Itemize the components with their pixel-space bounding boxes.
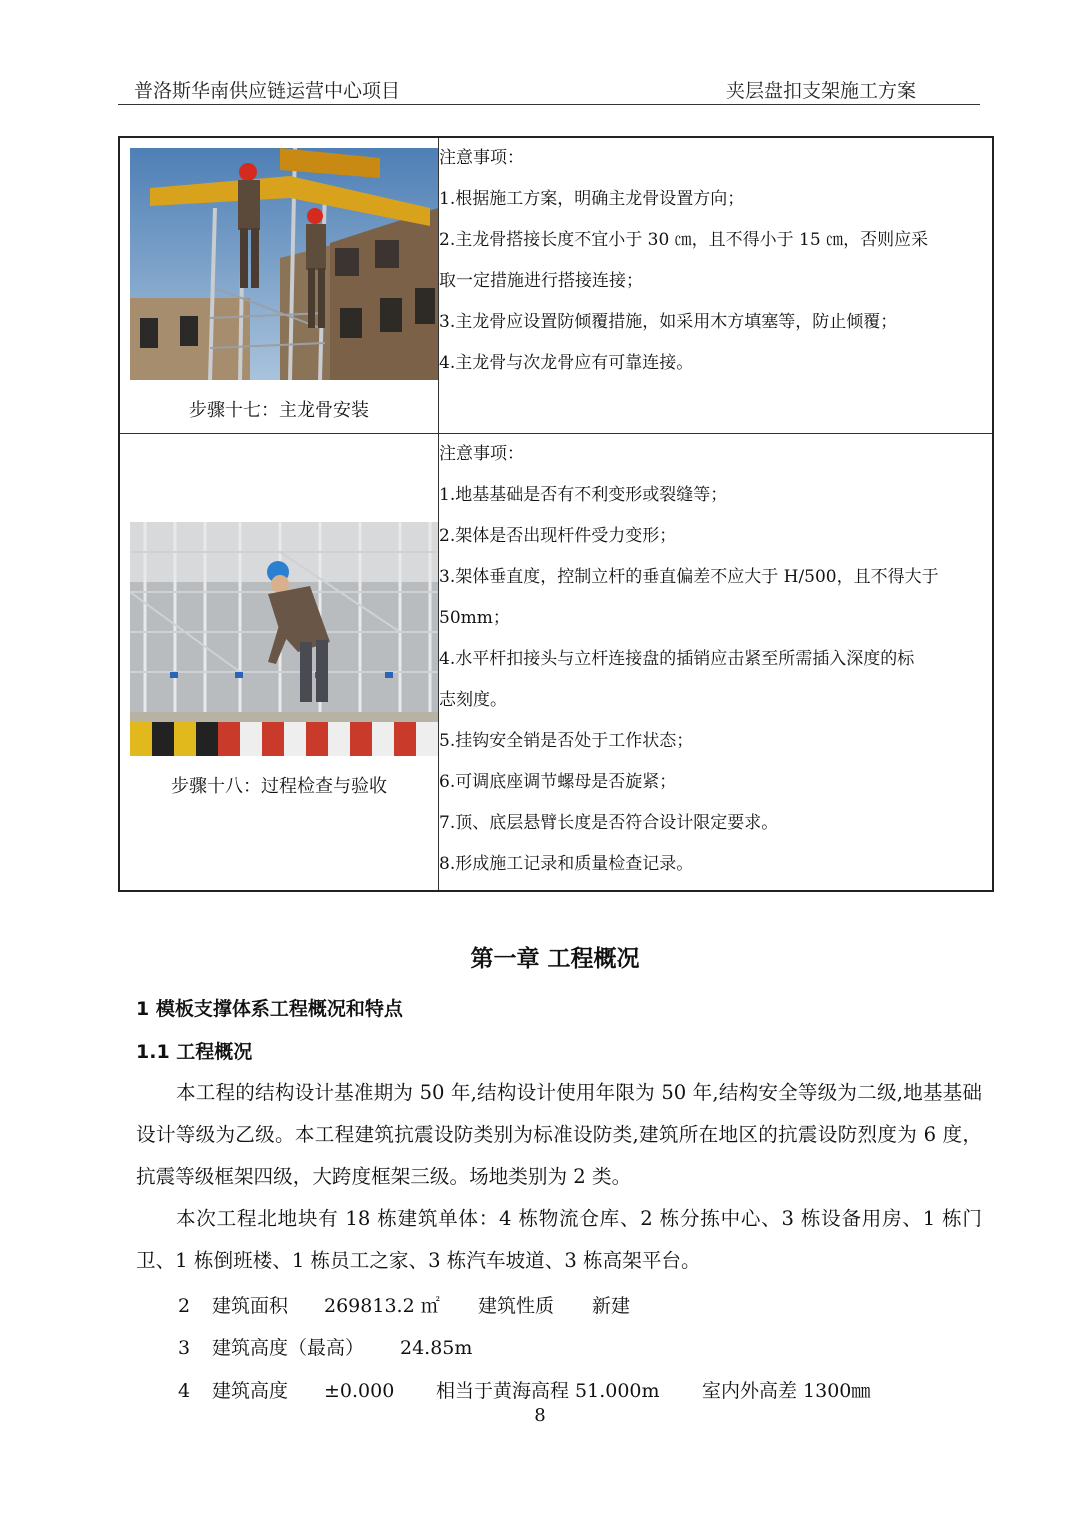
spec-number: 2 xyxy=(178,1295,191,1317)
spec-number: 3 xyxy=(178,1337,191,1359)
step-row-18 xyxy=(119,433,993,891)
spec-value: 24.85m xyxy=(400,1337,473,1359)
spec-row xyxy=(178,1376,870,1403)
chapter-title: 第一章 工程概况 xyxy=(470,946,640,972)
main-keel-install-photo xyxy=(130,148,438,380)
spec-value: 新建 xyxy=(592,1295,631,1317)
spec-value: 室内外高差 1300㎜ xyxy=(702,1380,871,1402)
spec-label: 建筑性质 xyxy=(478,1295,555,1317)
spec-value: ±0.000 xyxy=(324,1380,395,1402)
note-line: 5.挂钩安全销是否处于工作状态； xyxy=(439,730,694,751)
note-line: 3.架体垂直度，控制立杆的垂直偏差不应大于 H/500，且不得大于 xyxy=(439,566,939,587)
note-line: 4.主龙骨与次龙骨应有可靠连接。 xyxy=(439,353,694,373)
step-caption: 步骤十七：主龙骨安装 xyxy=(189,400,369,421)
note-line: 1.根据施工方案，明确主龙骨设置方向； xyxy=(439,189,745,209)
step-caption: 步骤十八：过程检查与验收 xyxy=(171,775,387,797)
note-line: 2.架体是否出现杆件受力变形； xyxy=(439,525,677,546)
steps-table xyxy=(118,136,994,892)
spec-label: 建筑高度 xyxy=(212,1380,289,1402)
note-line: 注意事项： xyxy=(439,443,524,464)
step-notes-cell xyxy=(439,137,994,433)
spec-label: 相当于黄海高程 51.000m xyxy=(436,1380,660,1402)
spec-label: 建筑高度（最高） xyxy=(212,1337,365,1359)
step-image-cell xyxy=(119,137,439,433)
note-line: 取一定措施进行搭接连接； xyxy=(439,271,643,291)
step-row-17 xyxy=(119,137,993,433)
subsection-heading: 1.1 工程概况 xyxy=(136,1041,253,1063)
buildings-paragraph: 本次工程北地块有 18 栋建筑单体：4 栋物流仓库、2 栋分拣中心、3 栋设备用房、1 栋门卫、1 栋倒班楼、1 栋员工之家、3 栋汽车坡道、3 栋高架平台。 xyxy=(136,1207,982,1272)
note-line: 4.水平杆扣接头与立杆连接盘的插销应击紧至所需插入深度的标 xyxy=(439,648,915,669)
spec-label: 建筑面积 xyxy=(212,1295,289,1317)
note-line: 注意事项： xyxy=(439,148,524,168)
note-line: 7.顶、底层悬臂长度是否符合设计限定要求。 xyxy=(439,812,779,833)
spec-number: 4 xyxy=(178,1380,191,1402)
note-line: 1.地基基础是否有不利变形或裂缝等； xyxy=(439,484,728,505)
note-line: 志刻度。 xyxy=(439,689,507,710)
spec-value: 269813.2 ㎡ xyxy=(324,1295,440,1317)
spec-row xyxy=(178,1333,472,1360)
note-line: 2.主龙骨搭接长度不宜小于 30 ㎝，且不得小于 15 ㎝，否则应采 xyxy=(439,230,929,250)
scaffold-inspection-photo xyxy=(130,522,438,756)
spec-row xyxy=(178,1291,630,1318)
header-project-name: 普洛斯华南供应链运营中心项目 xyxy=(134,80,401,102)
note-line: 6.可调底座调节螺母是否旋紧； xyxy=(439,771,677,792)
page-header xyxy=(118,74,980,105)
note-line: 50mm； xyxy=(439,607,510,628)
note-line: 3.主龙骨应设置防倾覆措施，如采用木方填塞等，防止倾覆； xyxy=(439,312,898,332)
header-document-title: 夹层盘扣支架施工方案 xyxy=(725,80,916,102)
page-number: 8 xyxy=(534,1405,546,1426)
overview-paragraph: 本工程的结构设计基准期为 50 年,结构设计使用年限为 50 年,结构安全等级为二级,地基基础设计等级为乙级。本工程建筑抗震设防类别为标准设防类,建筑所在地区的抗震设防烈度为 6 度，抗震等级框架四级，大跨度框架三级。场地类别为 2 类。 xyxy=(136,1081,982,1188)
step-image-cell xyxy=(119,433,439,891)
note-line: 8.形成施工记录和质量检查记录。 xyxy=(439,853,694,874)
step-notes-cell xyxy=(439,433,994,891)
section-heading: 1 模板支撑体系工程概况和特点 xyxy=(136,998,403,1020)
